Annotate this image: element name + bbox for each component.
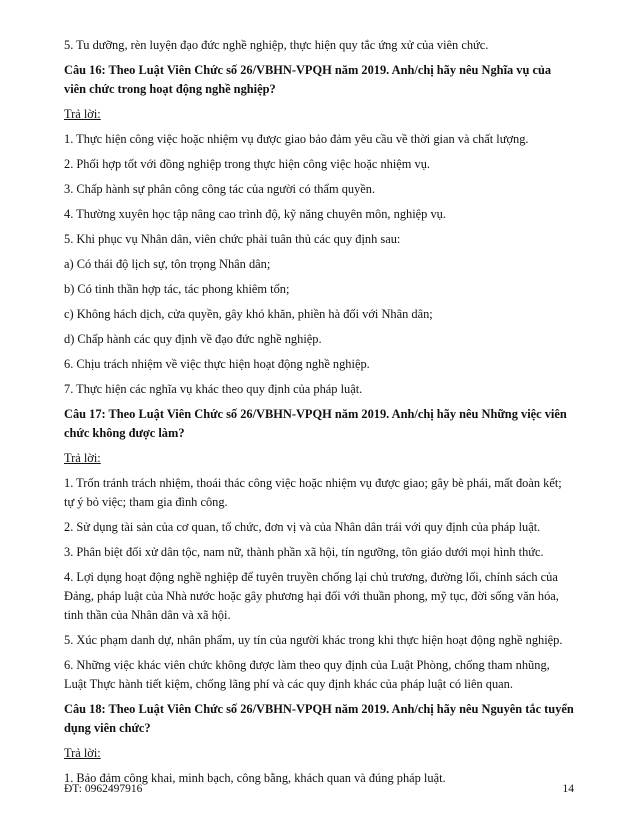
answer-label: Trả lời: — [64, 107, 101, 121]
list-item: c) Không hách dịch, cửa quyền, gây khó khăn, phiền hà đối với Nhân dân; — [64, 307, 433, 321]
list-item: 1. Trốn tránh trách nhiệm, thoái thác công việc hoặc nhiệm vụ được giao; gây bè phái, mất đoàn kết; tự ý bỏ việc; tham gia đình công. — [64, 476, 562, 509]
page-content — [64, 36, 574, 794]
page-footer — [64, 781, 574, 797]
list-item: 2. Phối hợp tốt với đồng nghiệp trong thực hiện công việc hoặc nhiệm vụ. — [64, 157, 431, 171]
question-16-heading: Câu 16: Theo Luật Viên Chức số 26/VBHN-VPQH năm 2019. Anh/chị hãy nêu Nghĩa vụ của viên chức trong hoạt động nghề nghiệp? — [64, 63, 552, 96]
answer-label: Trả lời: — [64, 746, 101, 760]
list-item: d) Chấp hành các quy định về đạo đức nghề nghiệp. — [64, 332, 322, 346]
list-item: a) Có thái độ lịch sự, tôn trọng Nhân dân; — [64, 257, 271, 271]
footer-phone: ĐT: 0962497916 — [64, 783, 143, 795]
answer-label: Trả lời: — [64, 451, 101, 465]
list-item: 6. Những việc khác viên chức không được làm theo quy định của Luật Phòng, chống tham nhũng, Luật Thực hành tiết kiệm, chống lãng phí và các quy định khác của pháp luật có liên quan. — [64, 658, 550, 691]
page-number: 14 — [562, 783, 574, 795]
question-17-heading: Câu 17: Theo Luật Viên Chức số 26/VBHN-VPQH năm 2019. Anh/chị hãy nêu Những việc viên chức không được làm? — [64, 407, 567, 440]
list-item: 5. Xúc phạm danh dự, nhân phẩm, uy tín của người khác trong khi thực hiện hoạt động nghề nghiệp. — [64, 633, 563, 647]
list-item: 1. Thực hiện công việc hoặc nhiệm vụ được giao bảo đảm yêu cầu về thời gian và chất lượng. — [64, 132, 529, 146]
list-item: 1. Bảo đảm công khai, minh bạch, công bằng, khách quan và đúng pháp luật. — [64, 771, 446, 785]
list-item: 5. Khi phục vụ Nhân dân, viên chức phải tuân thủ các quy định sau: — [64, 232, 401, 246]
question-18-heading: Câu 18: Theo Luật Viên Chức số 26/VBHN-VPQH năm 2019. Anh/chị hãy nêu Nguyên tắc tuyển dụng viên chức? — [64, 702, 574, 735]
paragraph: 5. Tu dưỡng, rèn luyện đạo đức nghề nghiệp, thực hiện quy tắc ứng xử của viên chức. — [64, 38, 489, 52]
list-item: 3. Phân biệt đối xử dân tộc, nam nữ, thành phần xã hội, tín ngưỡng, tôn giáo dưới mọi hình thức. — [64, 545, 544, 559]
list-item: 2. Sử dụng tài sản của cơ quan, tổ chức, đơn vị và của Nhân dân trái với quy định của pháp luật. — [64, 520, 541, 534]
list-item: 4. Thường xuyên học tập nâng cao trình độ, kỹ năng chuyên môn, nghiệp vụ. — [64, 207, 446, 221]
list-item: 4. Lợi dụng hoạt động nghề nghiệp để tuyên truyền chống lại chủ trương, đường lối, chính sách của Đảng, pháp luật của Nhà nước hoặc gây phương hại đối với thuần phong, mỹ tục, đời sống văn hóa, tinh thần của Nhân dân và xã hội. — [64, 570, 559, 622]
list-item: 6. Chịu trách nhiệm về việc thực hiện hoạt động nghề nghiệp. — [64, 357, 370, 371]
list-item: 7. Thực hiện các nghĩa vụ khác theo quy định của pháp luật. — [64, 382, 363, 396]
list-item: 3. Chấp hành sự phân công công tác của người có thẩm quyền. — [64, 182, 376, 196]
list-item: b) Có tinh thần hợp tác, tác phong khiêm tốn; — [64, 282, 290, 296]
